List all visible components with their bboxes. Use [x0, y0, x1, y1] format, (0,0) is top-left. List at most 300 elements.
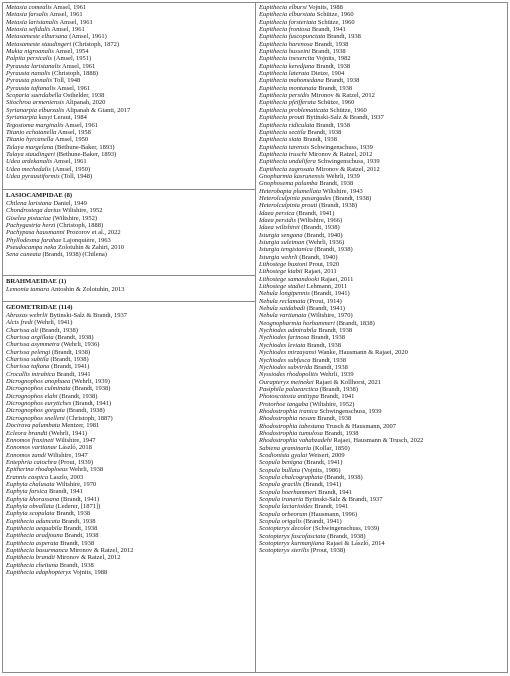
species-entry [259, 276, 507, 283]
species-author: (Wiltshire, 1966) [297, 216, 343, 224]
species-entry [259, 496, 507, 503]
species-entry [259, 459, 507, 466]
species-name: Metasameste staudingeri [6, 40, 72, 48]
species-author: (Wehrli, 1941) [34, 319, 73, 327]
species-entry [6, 481, 255, 488]
species-entry [6, 363, 255, 370]
species-name: Pyrausta pionalis [6, 77, 53, 85]
species-entry [259, 415, 507, 422]
species-entry [6, 26, 255, 33]
species-entry [6, 312, 255, 319]
species-author: Brandt, 1938 [64, 532, 99, 540]
species-entry [259, 70, 507, 77]
species-name: Nebula longipennis [259, 290, 310, 298]
species-entry [6, 173, 255, 180]
species-name: Scopula origalis [259, 518, 302, 526]
species-name: Euphyia obvallata [6, 502, 54, 510]
species-author: Leraut, 1984 [53, 114, 87, 122]
species-author: Rajaei, Hausmann & Trusch, 2022 [333, 437, 424, 445]
species-entry [6, 33, 255, 40]
species-author: Brandt, 1938 [61, 517, 96, 525]
species-author: Wehrli, 1938 [69, 466, 104, 474]
species-author: Brandt, 1941 [318, 488, 353, 496]
species-name: Eupithecia persidis [259, 92, 310, 100]
species-author: (Kollar, 1850) [312, 444, 350, 452]
species-entry [6, 229, 255, 236]
species-name: Pyrausta taftanalis [6, 84, 56, 92]
species-author: (Brandt, 1938) [318, 202, 358, 210]
species-name: Eupithecia sectila [259, 128, 306, 136]
species-entry [6, 19, 255, 26]
family-section [3, 302, 255, 672]
species-name: Tegostoma marginalis [6, 121, 64, 129]
species-name: Rhodostrophia vahabzadehi [259, 437, 332, 445]
species-entry [6, 385, 255, 392]
species-entry [259, 144, 507, 151]
species-entry [259, 41, 507, 48]
species-author: Toll, 1948 [53, 77, 81, 85]
species-name: Ourapteryx meinekei [259, 378, 314, 386]
species-entry [6, 503, 255, 510]
species-author: Mironov & Ratzel, 2012 [69, 547, 134, 554]
species-name: Syrianarpia kasyi [6, 114, 53, 122]
species-author: Schütze, 1960 [317, 18, 355, 26]
species-name: Scotopteryx kurmanjiana [259, 540, 325, 548]
species-name: Idaea persidis [259, 216, 297, 224]
species-entry [6, 11, 255, 18]
species-name: Udea mechedalis [6, 165, 51, 173]
species-entry [6, 55, 255, 62]
species-name: Scodionista gyulai [259, 451, 308, 459]
species-author: (Brandt, 1941) [60, 495, 100, 503]
species-entry [6, 422, 255, 429]
species-author: (Toll, 1948) [61, 172, 93, 180]
species-author: Brandt, 1938 [303, 136, 338, 144]
species-entry [259, 239, 507, 246]
species-author: Schütze, 1960 [329, 106, 367, 114]
species-author: (Brandt, 1938) [332, 194, 372, 202]
species-name: Scopula iranaria [259, 496, 304, 504]
species-entry [259, 349, 507, 356]
species-name: Eupithecia montanata [259, 84, 317, 92]
species-entry [259, 4, 507, 11]
species-name: Dicrognophos gorgata [6, 407, 65, 415]
species-entry [6, 415, 255, 422]
species-entry [6, 496, 255, 503]
species-author: Daniel, 1949 [53, 200, 87, 207]
species-name: Charissa pelengi [6, 348, 51, 356]
species-author: Amsel, 1961 [51, 26, 85, 34]
species-author: Wiltshire, 1947 [55, 436, 96, 444]
species-entry [259, 254, 507, 261]
species-name: Ennomos zandi [6, 451, 46, 459]
species-name: Nychiodes admirabila [259, 327, 317, 335]
species-name: Eupithecia pfeifferata [259, 99, 316, 107]
species-entry [6, 327, 255, 334]
species-name: Eupithecia brandti [6, 554, 55, 562]
species-entry [259, 158, 507, 165]
species-entry [6, 158, 255, 165]
species-name: Palpita persicalis [6, 55, 53, 63]
species-author: (Christoph, 1888) [56, 222, 104, 230]
species-author: Alipanah, 2020 [65, 99, 106, 107]
species-entry [6, 510, 255, 517]
species-entry [259, 357, 507, 364]
species-author: (Brandt, 1938) [324, 474, 363, 481]
species-entry [6, 70, 255, 77]
species-entry [6, 77, 255, 84]
species-entry [259, 261, 507, 268]
species-entry [259, 114, 507, 121]
species-name: Entephria catochra [6, 458, 57, 466]
species-author: Rajaei, 2011 [320, 275, 354, 283]
species-entry [259, 393, 507, 400]
species-author: Mironov & Ratzel, 2012 [308, 150, 373, 158]
species-entry [259, 33, 507, 40]
species-entry [6, 400, 255, 407]
species-author: Wiltshire, 1947 [47, 451, 88, 459]
species-entry [6, 251, 255, 258]
species-name: Eupithecia problematicata [259, 106, 329, 114]
species-author: Brandt, 1938 [60, 539, 95, 547]
species-entry [259, 452, 507, 459]
species-name: Gnophosema palumba [259, 180, 318, 188]
species-name: Eupithecia basurmanca [6, 547, 68, 554]
species-author: Amsel, 1950 [54, 136, 89, 144]
species-name: Sitochroa armeniensis [6, 99, 65, 107]
species-name: Lithostege samandooki [259, 275, 320, 283]
species-author: (Brandt, 1941) [72, 400, 112, 408]
species-name: Metasia laristanalis [6, 18, 59, 26]
species-author: (Brandt, 1938) [319, 385, 359, 393]
species-name: Nebula vartianata [259, 312, 307, 320]
species-author: Rajaei & László, 2014 [326, 540, 385, 548]
species-entry [259, 386, 507, 393]
species-name: Charissa taftana [6, 363, 50, 371]
species-entry [6, 569, 255, 576]
species-entry [6, 407, 255, 414]
species-author: (Wehrli, 1936) [61, 341, 100, 349]
species-name: Dicrognophos snelleni [6, 414, 65, 422]
species-entry [259, 540, 507, 547]
species-entry [6, 540, 255, 547]
species-author: (Brandt, 1938) [59, 392, 98, 400]
species-name: Eupithecia elbursi [259, 4, 307, 11]
species-entry [6, 136, 255, 143]
species-author: Schütze, 1960 [317, 99, 355, 107]
species-name: Eupithecia laterata [259, 70, 310, 78]
species-name: Eupithecia frontosa [259, 26, 311, 34]
species-entry [259, 129, 507, 136]
species-author: Mentzer, 1981 [61, 422, 100, 430]
species-author: (Brandt, 1938) [50, 356, 89, 364]
species-author: Brandt, 1938 [317, 415, 352, 423]
species-name: Udea pyraustiformis [6, 172, 60, 180]
species-name: Pachygastria herzi [6, 222, 56, 230]
species-entry [6, 349, 255, 356]
species-entry [6, 554, 255, 561]
species-entry [259, 210, 507, 217]
species-name: Euphyia farsica [6, 488, 48, 496]
species-author: Mironov & Ratzel, 2012 [311, 92, 375, 100]
species-name: Eupithecia inexercita [259, 55, 315, 63]
species-entry [259, 489, 507, 496]
species-entry [259, 107, 507, 114]
species-author: Prout, 1920 [308, 261, 340, 269]
species-entry [6, 41, 255, 48]
species-author: Wiltshire, 1943 [322, 187, 363, 195]
species-name: Eupithecia prouti [259, 114, 305, 122]
species-name: Eupithecia truschi [259, 150, 307, 158]
species-entry [259, 63, 507, 70]
species-name: Eupithecia aduncata [6, 517, 60, 525]
species-name: Lithostege kiabii [259, 268, 303, 276]
species-name: Eupithecia aequabila [6, 524, 62, 532]
species-author: Brandt, 1938 [63, 524, 98, 532]
species-name: Nychiodes mirzayansi [259, 349, 317, 357]
species-author: Amsel, 1961 [49, 11, 83, 19]
species-entry [259, 503, 507, 510]
species-entry [259, 283, 507, 290]
species-entry [6, 562, 255, 569]
species-author: Amsel, 1961 [53, 158, 87, 166]
species-author: Brandt, 1938 [318, 327, 353, 335]
species-name: Rhodostrophia iranica [259, 407, 318, 415]
species-entry [259, 77, 507, 84]
species-entry [6, 393, 255, 400]
species-author: (Vojnits, 1986) [301, 466, 341, 474]
species-author: (Prout, 1914) [307, 297, 342, 305]
species-name: Scotopteryx sterilis [259, 547, 310, 555]
species-name: Titanio hyrcanella [6, 136, 54, 144]
species-name: Eupithecia fuscopunctata [259, 33, 326, 41]
species-author: (Lederer, [1871]) [55, 502, 101, 510]
species-entry [6, 334, 255, 341]
species-author: Brandt, 1938 [312, 356, 347, 364]
species-author: Schwingenschuss, 1939 [317, 158, 380, 166]
species-entry [6, 215, 255, 222]
species-entry [259, 511, 507, 518]
species-author: (Brandt, 1938) [72, 385, 111, 393]
species-name: Scopula lactarioides [259, 503, 313, 511]
species-author: (Prout, 1938) [310, 547, 346, 555]
species-entry [6, 444, 255, 451]
species-entry [259, 290, 507, 297]
species-name: Pseudocampa neka [6, 244, 57, 252]
species-author: Prozorov et al., 2022 [66, 229, 121, 237]
species-name: Chondrostega darius [6, 207, 61, 215]
species-name: Abraxas wehrlii [6, 312, 48, 319]
species-name: Scopula benigna [259, 459, 303, 467]
species-name: Scotopteryx fuscofasciata [259, 532, 326, 540]
species-author: (Brandt, 1938) (Chilena) [42, 251, 107, 259]
species-author: (Christoph, 1872) [72, 40, 120, 48]
species-author: (Bethune-Baker, 1893) [56, 150, 117, 158]
species-author: (Bethune-Baker, 1893) [54, 143, 115, 151]
species-name: Titanio echatanella [6, 128, 57, 136]
species-name: Crocallis mirabica [6, 370, 56, 378]
species-name: Charissa ali [6, 326, 38, 334]
species-name: Eupithecia mahomedana [259, 77, 324, 85]
species-name: Ennomos vartianae [6, 444, 57, 452]
species-name: Metasameste elbursana [6, 33, 68, 41]
species-author: Bytinski-Salz & Brandt, 1937 [304, 496, 383, 504]
species-name: Pasiphila palaearctica [259, 385, 319, 393]
species-entry [259, 474, 507, 481]
species-name: Gnopharmia kasrunensis [259, 172, 325, 180]
species-entry [259, 364, 507, 371]
species-name: Eupithecia elbursiata [259, 11, 316, 19]
species-name: Ennomos fraxineti [6, 436, 54, 444]
species-name: Eupithecia forsteriata [259, 18, 317, 26]
species-entry [6, 430, 255, 437]
species-entry [259, 327, 507, 334]
species-entry [259, 173, 507, 180]
species-entry [6, 200, 255, 207]
species-name: Scopula orbeorum [259, 510, 308, 518]
species-author: Schwingenschuss, 1939 [310, 143, 373, 151]
species-entry [259, 55, 507, 62]
family-heading: GEOMETRIDAE (114) [6, 304, 73, 311]
species-name: Heterobapta plumellata [259, 187, 322, 195]
species-author: (Amsel, 1961) [69, 33, 107, 41]
species-name: Metasia farsalis [6, 11, 49, 19]
species-entry [259, 533, 507, 540]
species-entry [6, 166, 255, 173]
species-name: Rhodostrophia tabestana [259, 422, 325, 430]
species-entry [259, 320, 507, 327]
species-author: Schwingenschuss, 1939 [319, 407, 382, 415]
species-author: (Brandt, 1941) [304, 459, 343, 467]
species-name: Eupithecia zagrosata [259, 165, 315, 173]
species-entry [259, 342, 507, 349]
species-author: Vojnits, 1988 [72, 569, 108, 577]
species-author: Brandt, 1938 [325, 77, 360, 85]
species-name: Mukia nigroanalis [6, 48, 54, 56]
species-entry [259, 48, 507, 55]
species-author: (Brandt, 1941) [51, 363, 90, 371]
species-author: Rajaei & Kollhorst, 2021 [315, 378, 382, 386]
species-author: (Hausmann, 1996) [308, 510, 358, 518]
species-author: Vojnits, 1982 [316, 55, 351, 63]
species-entry [6, 532, 255, 539]
species-name: Phyllodesma farahae [6, 236, 62, 244]
species-entry [259, 298, 507, 305]
species-entry [259, 481, 507, 488]
species-author: Brandt, 1938 [311, 48, 346, 56]
species-entry [259, 224, 507, 231]
species-author: Brandt, 1938 [318, 84, 353, 92]
species-author: Brandt, 1941 [320, 393, 355, 401]
species-name: Rhodostrophia nesam [259, 415, 316, 423]
species-author: Laszlo, 2003 [49, 473, 84, 481]
species-entry [259, 547, 507, 554]
species-name: Scopula hoerhammeri [259, 488, 317, 496]
species-name: Eupithecia ridiculata [259, 121, 315, 129]
species-author: Wiltshire, 1970 [56, 480, 97, 488]
species-entry [259, 11, 507, 18]
species-author: Brandt, 1938 [311, 334, 345, 342]
species-entry [259, 92, 507, 99]
species-author: (Brandt, 1938) [327, 532, 366, 540]
species-entry [6, 114, 255, 121]
family-section [3, 3, 255, 190]
species-author: Brandt, 1941 [48, 488, 83, 496]
species-name: Charissa asymmetra [6, 341, 60, 349]
species-name: Eupithecia husseini [259, 48, 311, 56]
species-author: (Brandt, 1940) [299, 253, 338, 261]
species-entry [259, 525, 507, 532]
species-author: Osthelder, 1938 [63, 92, 105, 100]
species-name: Dicrognophos culminata [6, 385, 71, 393]
species-entry [259, 423, 507, 430]
species-name: Tulaya staudingeri [6, 150, 55, 158]
species-entry [259, 136, 507, 143]
family-section [3, 276, 255, 302]
species-name: Dicrognophos anophaea [6, 378, 71, 386]
species-entry [6, 63, 255, 70]
species-name: Udea ardekanalis [6, 158, 53, 166]
right-column [256, 3, 507, 672]
species-author: (Brandt, 1938) [301, 224, 340, 232]
species-author: Brandt, 1938 [56, 510, 91, 518]
species-name: Dicrognophos elahi [6, 392, 58, 400]
species-name: Metasia sefidalis [6, 26, 51, 34]
species-author: (Brandt, 1941) [311, 290, 350, 298]
species-name: Nychiodes subvirida [259, 363, 313, 371]
species-name: Sabiena graminaria [259, 444, 312, 452]
species-name: Tulaya margelana [6, 143, 54, 151]
species-name: Chilena laristana [6, 200, 52, 207]
species-name: Scoparia saerdabella [6, 92, 62, 100]
species-name: Isturgia sengana [259, 231, 303, 239]
species-author: Zolotuhin & Zahiri, 2010 [57, 244, 125, 252]
species-author: (Amsel, 1951) [53, 55, 92, 63]
species-entry [259, 202, 507, 209]
species-name: Docirava palumbata [6, 422, 60, 430]
species-entry [259, 430, 507, 437]
species-entry [6, 207, 255, 214]
species-author: Brandt, 1938 [307, 128, 342, 136]
species-name: Eupithecia tarensis [259, 143, 310, 151]
species-entry [259, 379, 507, 386]
species-author: Weisert, 2009 [308, 451, 345, 459]
species-author: Amsel, 1961 [56, 84, 91, 92]
species-name: Eupithecia siata [259, 136, 302, 144]
species-name: Eupithecia cheituna [6, 561, 59, 569]
species-entry [6, 237, 255, 244]
species-name: Heterolculpinia pasargades [259, 194, 332, 202]
species-name: Nebula reclamata [259, 297, 306, 305]
species-author: Brandt, 1938 [324, 429, 359, 437]
species-author: Wehrli, 1939 [319, 371, 354, 379]
species-name: Lithostege buxtoni [259, 261, 308, 269]
species-entry [259, 437, 507, 444]
species-author: (Wiltshire, 1952) [52, 214, 98, 222]
species-entry [259, 195, 507, 202]
species-author: (Brandt, 1938) [39, 326, 78, 334]
species-name: Nebula saidabadi [259, 305, 306, 313]
species-author: (Brandt, 1938) [55, 334, 94, 342]
species-author: Brandt, 1938 [316, 62, 351, 70]
species-author: Amsel, 1958 [57, 128, 91, 136]
species-entry [6, 466, 255, 473]
species-entry [6, 92, 255, 99]
species-name: Erannis caspica [6, 473, 49, 481]
species-entry [259, 26, 507, 33]
species-author: Brandt, 1938 [316, 121, 350, 129]
species-author: Brandt, 1941 [56, 370, 91, 378]
